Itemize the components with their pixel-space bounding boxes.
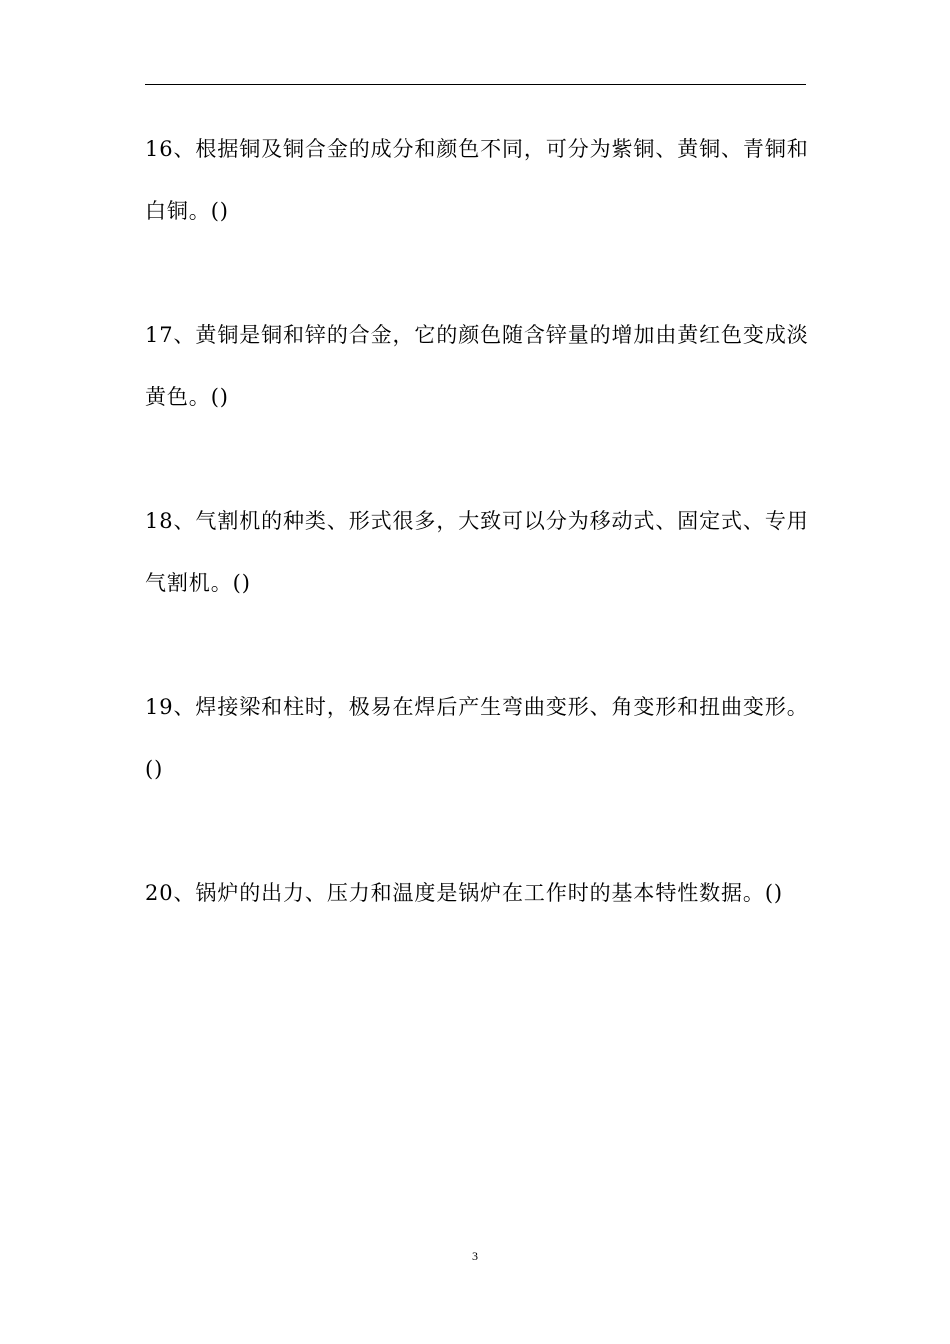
question-19: 19、焊接梁和柱时，极易在焊后产生弯曲变形、角变形和扭曲变形。()	[145, 695, 809, 781]
question-17: 17、黄铜是铜和锌的合金，它的颜色随含锌量的增加由黄红色变成淡黄色。()	[145, 323, 809, 409]
question-list	[145, 118, 817, 986]
question-20: 20、锅炉的出力、压力和温度是锅炉在工作时的基本特性数据。()	[145, 881, 784, 905]
page-number: 3	[472, 1249, 478, 1263]
question-18: 18、气割机的种类、形式很多，大致可以分为移动式、固定式、专用气割机。()	[145, 509, 809, 595]
header-rule	[145, 84, 806, 85]
question-16: 16、根据铜及铜合金的成分和颜色不同，可分为紫铜、黄铜、青铜和白铜。()	[145, 137, 809, 223]
